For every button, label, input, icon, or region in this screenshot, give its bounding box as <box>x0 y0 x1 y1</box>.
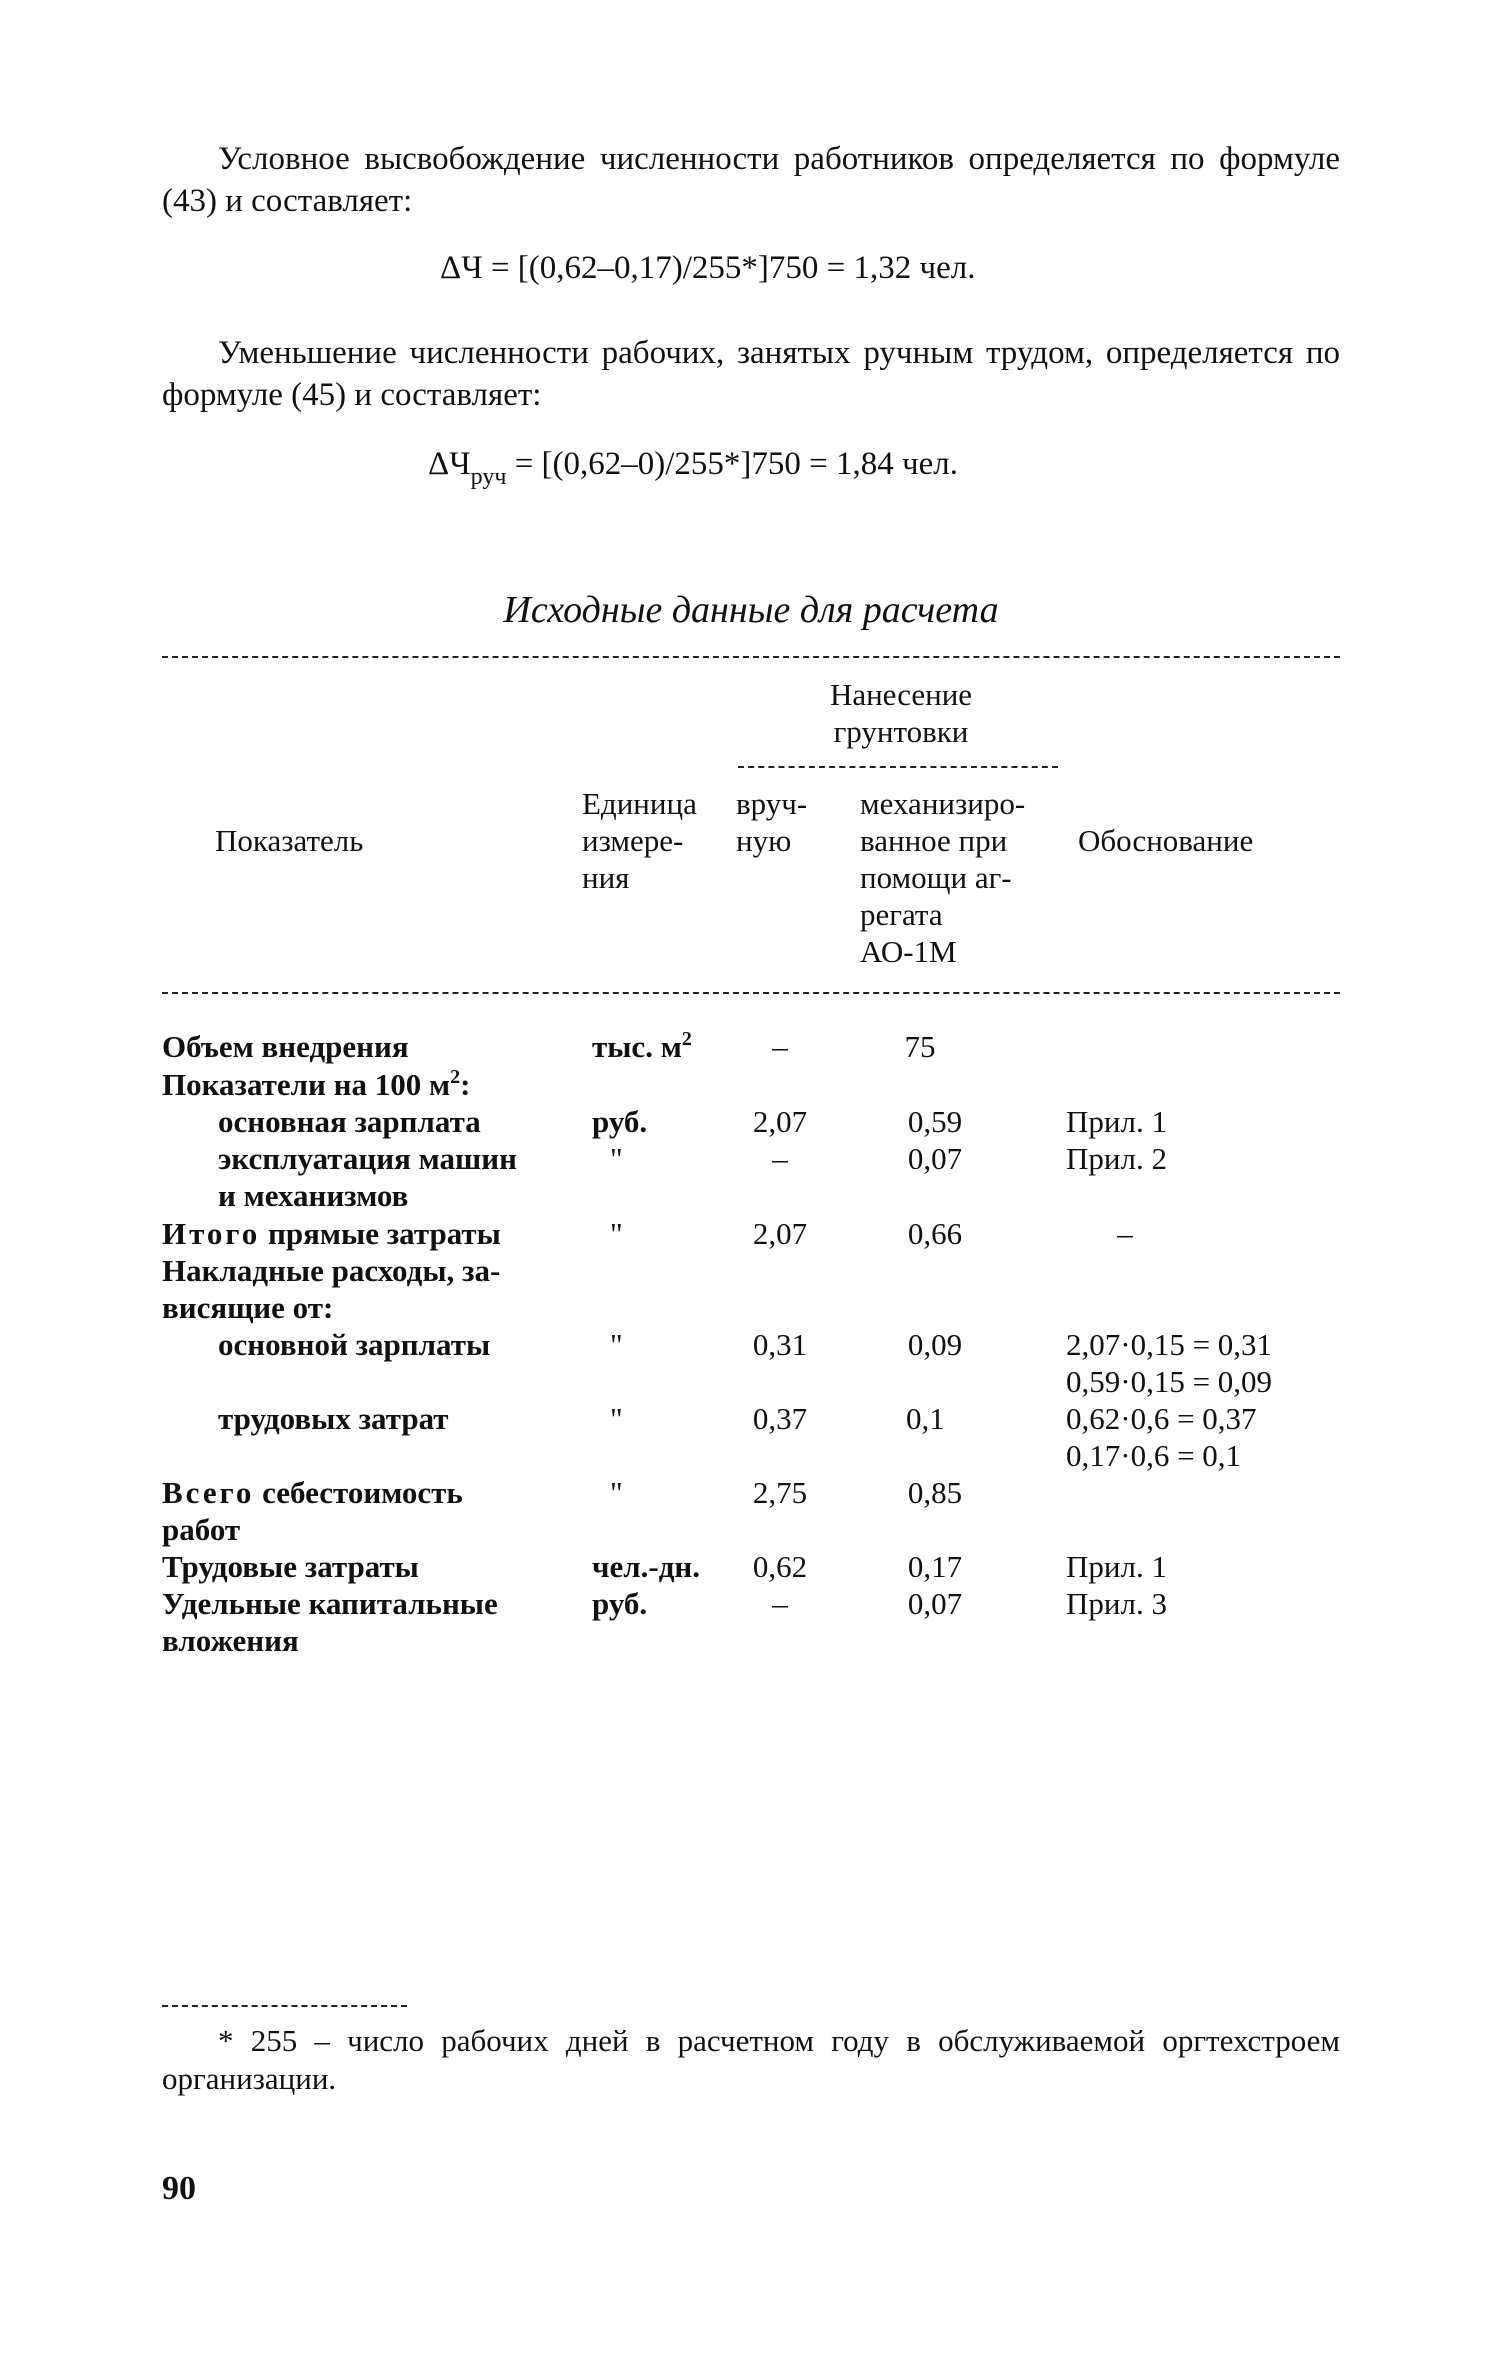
row-label: Объем внедрения <box>162 1029 409 1064</box>
row-mech: 0,07 <box>907 1586 963 1621</box>
formula-2-symbol: ΔЧ <box>428 446 471 482</box>
header-mech-line: регата <box>860 897 943 932</box>
row-unit: " <box>610 1216 623 1251</box>
paragraph-2: Уменьшение численности рабочих, занятых ручным трудом, определяется по формуле (45) и составляет: <box>162 335 1340 413</box>
row-mech: 0,59 <box>907 1104 963 1139</box>
row-label-text: прямые затраты <box>260 1216 501 1251</box>
row-mech: 75 <box>904 1029 936 1064</box>
header-unit <box>582 785 697 896</box>
header-unit-line: Единица <box>582 786 697 821</box>
row-label-text: Показатели на 100 м <box>162 1067 451 1102</box>
row-label-spaced: Итого <box>162 1216 261 1251</box>
row-manual: 0,62 <box>752 1549 808 1584</box>
table-top-rule <box>162 656 1340 658</box>
row-basis: Прил. 1 <box>1066 1549 1167 1584</box>
header-mech-line: ванное при <box>860 823 1008 858</box>
header-mechanized <box>860 785 1025 970</box>
row-label: вложения <box>162 1623 299 1658</box>
row-unit: " <box>610 1401 623 1436</box>
row-basis: – <box>1117 1216 1133 1251</box>
row-unit <box>592 1028 692 1065</box>
row-label: основной зарплаты <box>218 1327 491 1362</box>
formula-2-subscript: руч <box>470 464 507 490</box>
row-manual: 2,07 <box>752 1104 808 1139</box>
row-basis: 0,62·0,6 = 0,37 <box>1066 1401 1257 1436</box>
row-manual: 2,07 <box>752 1216 808 1251</box>
row-mech: 0,66 <box>907 1216 963 1251</box>
footnote: * 255 – число рабочих дней в расчетном году в обслуживаемой оргтехстроем организации. <box>162 2023 1340 2096</box>
header-manual <box>736 785 807 859</box>
row-label: трудовых затрат <box>218 1401 449 1436</box>
formula-2-rest: = [(0,62–0)/255*]750 = 1,84 чел. <box>506 446 958 482</box>
row-mech: 0,85 <box>907 1475 963 1510</box>
row-label-text: себестоимость <box>254 1475 463 1510</box>
row-label: основная зарплата <box>218 1104 481 1139</box>
header-indicator: Показатель <box>215 823 364 858</box>
row-label-sup: 2 <box>450 1066 461 1088</box>
row-basis: 0,17·0,6 = 0,1 <box>1066 1438 1242 1473</box>
header-manual-line: вруч- <box>736 786 808 821</box>
row-basis: 2,07·0,15 = 0,31 <box>1066 1327 1273 1362</box>
row-manual: – <box>772 1029 788 1064</box>
table-title: Исходные данные для расчета <box>503 589 999 631</box>
header-mech-line: помощи аг- <box>860 860 1012 895</box>
row-unit-sup: 2 <box>681 1028 692 1050</box>
formula-1: ΔЧ = [(0,62–0,17)/255*]750 = 1,32 чел. <box>440 250 976 286</box>
header-group-line: Нанесение <box>829 677 973 712</box>
row-unit: руб. <box>592 1104 648 1139</box>
row-unit: руб. <box>592 1586 648 1621</box>
paragraph-1: Условное высвобождение численности работников определяется по формуле (43) и составляет: <box>162 141 1340 219</box>
row-manual: – <box>772 1141 788 1176</box>
row-unit-text: тыс. м <box>592 1029 682 1064</box>
row-label: Накладные расходы, за- <box>162 1253 501 1288</box>
header-group <box>806 676 996 750</box>
row-unit: чел.-дн. <box>592 1549 701 1584</box>
header-bottom-rule <box>162 992 1340 994</box>
header-group-line: грунтовки <box>833 714 969 749</box>
header-mech-line: АО-1М <box>860 934 957 969</box>
header-mech-line: механизиро- <box>860 786 1026 821</box>
row-manual: 2,75 <box>752 1475 808 1510</box>
row-mech: 0,17 <box>907 1549 963 1584</box>
row-basis: Прил. 1 <box>1066 1104 1167 1139</box>
row-mech: 0,07 <box>907 1141 963 1176</box>
header-unit-line: измере- <box>582 823 684 858</box>
row-label: и механизмов <box>218 1178 409 1213</box>
row-label: работ <box>162 1512 241 1547</box>
row-label <box>162 1474 463 1511</box>
formula-2 <box>428 446 958 491</box>
row-unit: " <box>610 1141 623 1176</box>
row-basis: 0,59·0,15 = 0,09 <box>1066 1364 1273 1399</box>
header-group-rule <box>738 766 1058 768</box>
row-label: Трудовые затраты <box>162 1549 419 1584</box>
row-label <box>162 1066 470 1103</box>
row-mech: 0,1 <box>906 1401 945 1436</box>
row-manual: – <box>772 1586 788 1621</box>
header-unit-line: ния <box>582 860 630 895</box>
row-label <box>162 1215 501 1252</box>
header-basis: Обоснование <box>1078 823 1254 858</box>
row-mech: 0,09 <box>907 1327 963 1362</box>
row-unit: " <box>610 1475 623 1510</box>
row-unit: " <box>610 1327 623 1362</box>
footnote-rule <box>162 2005 407 2007</box>
row-label: эксплуатация машин <box>218 1141 517 1176</box>
row-label-tail: : <box>460 1067 471 1102</box>
row-basis: Прил. 2 <box>1066 1141 1167 1176</box>
header-manual-line: ную <box>736 823 792 858</box>
row-basis: Прил. 3 <box>1066 1586 1167 1621</box>
row-label: Удельные капитальные <box>162 1586 498 1621</box>
page-number: 90 <box>162 2170 196 2207</box>
row-manual: 0,31 <box>752 1327 808 1362</box>
row-manual: 0,37 <box>752 1401 808 1436</box>
row-label-spaced: Всего <box>162 1475 255 1510</box>
row-label: висящие от: <box>162 1290 334 1325</box>
